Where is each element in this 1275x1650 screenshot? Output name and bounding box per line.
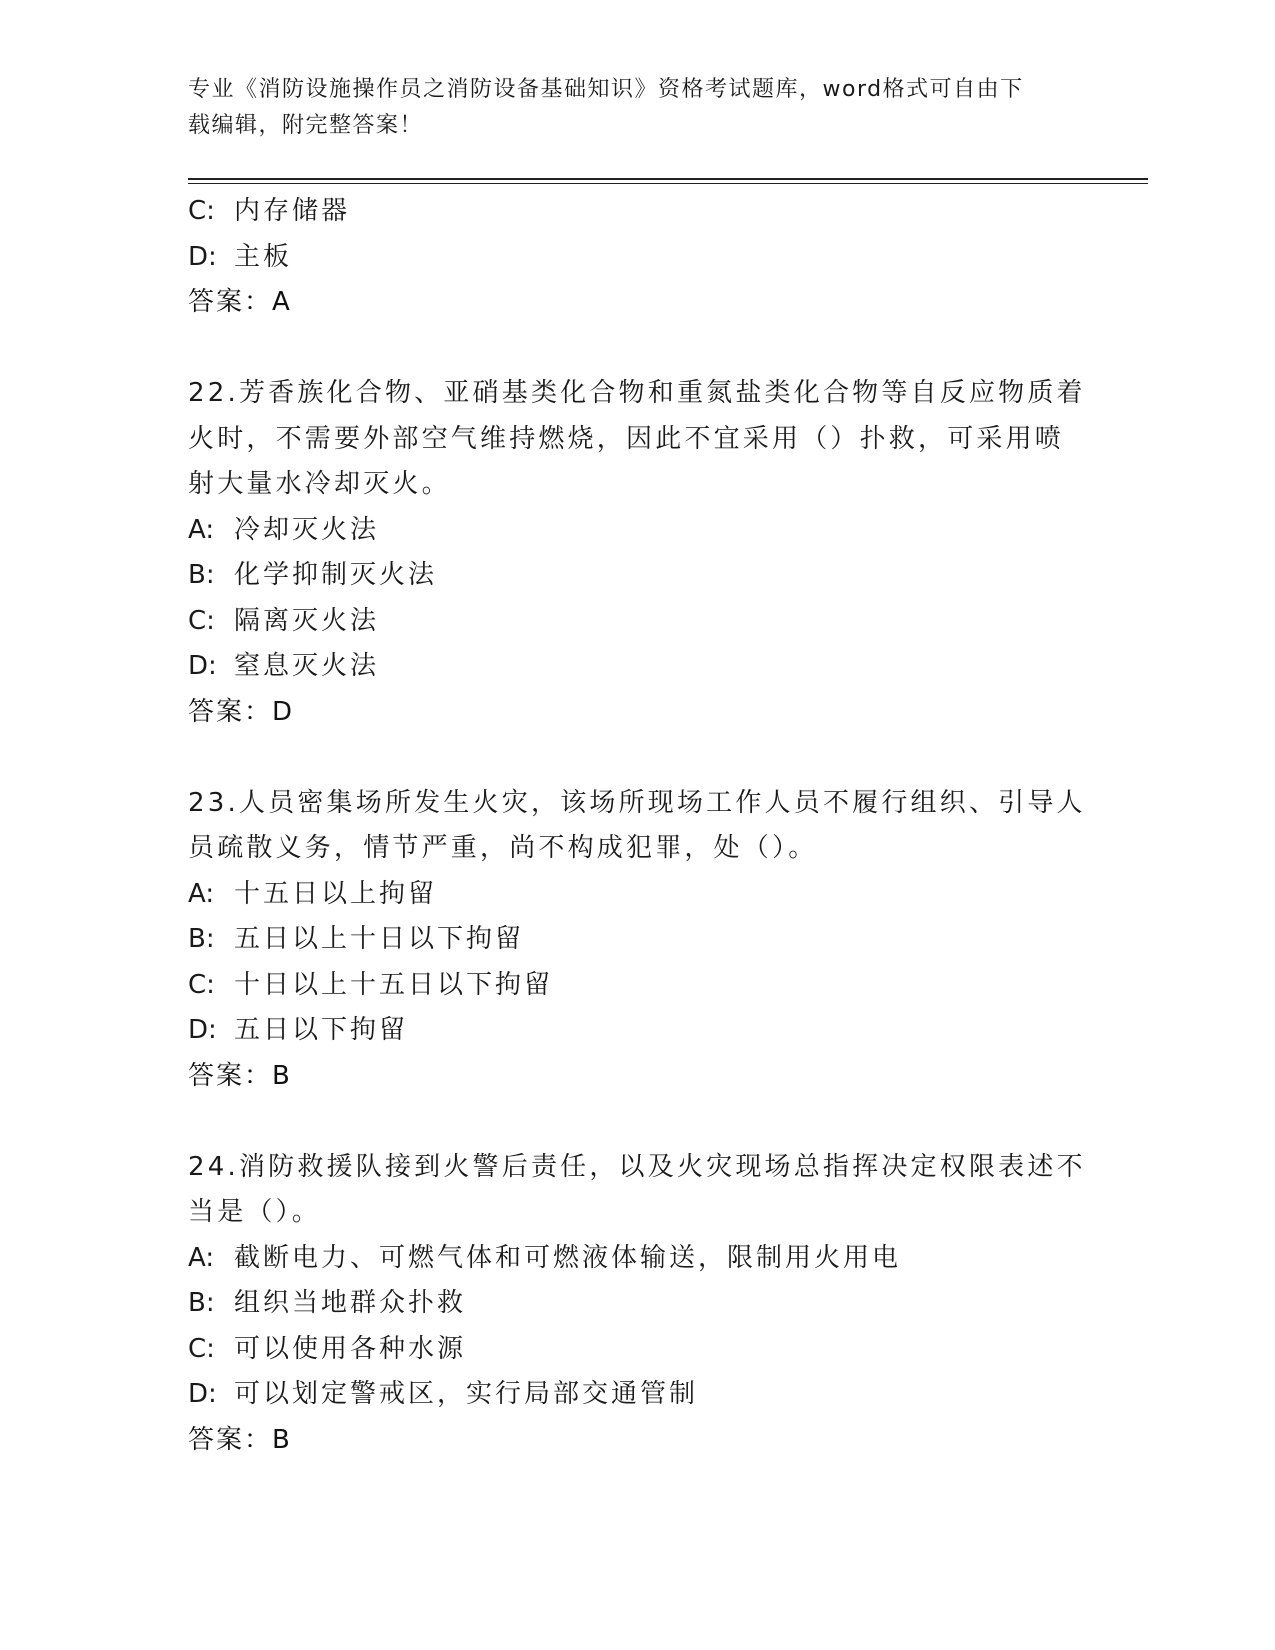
question-text-line: 22.芳香族化合物、亚硝基类化合物和重氮盐类化合物等自反应物质着 [188,378,1086,408]
question-23 [188,781,1088,1100]
option-label: C: [188,1333,215,1364]
question-22 [188,371,1088,735]
option-item [188,235,1088,281]
option-text: 组织当地群众扑救 [234,1288,467,1318]
option-item [188,1372,1088,1418]
option-text: 十五日以上拘留 [234,878,438,909]
option-label: A: [188,878,215,909]
answer-line: 答案：A [188,287,292,317]
spacer [188,1099,1088,1145]
header-line-2: 载编辑，附完整答案！ [188,113,424,138]
option-text: 隔离灭火法 [234,605,380,636]
option-item [188,872,1088,918]
option-text: 十日以上十五日以下拘留 [234,969,554,1000]
question-text-line: 员疏散义务，情节严重，尚不构成犯罪，处（）。 [188,833,818,863]
question-text-line: 射大量水冷却灭火。 [188,469,451,499]
option-label: C: [188,969,215,1000]
option-text: 可以划定警戒区，实行局部交通管制 [234,1379,699,1409]
option-label: A: [188,514,215,545]
header-rule-thick [188,178,1148,180]
option-item [188,1327,1088,1373]
option-text: 五日以上十日以下拘留 [234,924,525,954]
option-label: D: [188,651,217,681]
option-item [188,1008,1088,1054]
question-text [188,1145,1088,1236]
question-text-line: 火时，不需要外部空气维持燃烧，因此不宜采用（）扑救，可采用喷 [188,423,1065,454]
option-label: D: [188,241,217,272]
option-label: D: [188,1015,217,1045]
option-label: D: [188,1379,217,1409]
option-text: 五日以下拘留 [234,1015,409,1045]
spacer [188,735,1088,781]
option-item [188,1281,1088,1327]
document-header [188,72,1068,144]
option-text: 内存储器 [234,196,351,226]
option-item [188,553,1088,599]
question-24 [188,1145,1088,1464]
spacer [188,326,1088,372]
option-item [188,1236,1088,1282]
question-text [188,781,1088,872]
answer-line: 答案：B [188,1060,292,1091]
option-label: A: [188,1242,215,1273]
option-label: B: [188,924,215,954]
option-item [188,508,1088,554]
option-label: C: [188,605,215,636]
option-item [188,963,1088,1009]
option-text: 冷却灭火法 [234,514,380,545]
option-item [188,917,1088,963]
header-rule-thin [188,183,1148,184]
option-text: 可以使用各种水源 [234,1333,467,1364]
previous-question-tail [188,189,1088,326]
option-label: C: [188,196,215,226]
option-item [188,189,1088,235]
option-text: 窒息灭火法 [234,651,380,681]
option-item [188,599,1088,645]
option-label: B: [188,560,215,590]
option-text: 主板 [234,241,293,272]
header-line-1: 专业《消防设施操作员之消防设备基础知识》资格考试题库，word格式可自由下 [188,77,1024,102]
question-text-line: 24.消防救援队接到火警后责任，以及火灾现场总指挥决定权限表述不 [188,1151,1086,1182]
question-text-line: 当是（）。 [188,1197,322,1227]
option-label: B: [188,1288,215,1318]
answer-line: 答案：B [188,1424,292,1455]
question-text-line: 23.人员密集场所发生火灾，该场所现场工作人员不履行组织、引导人 [188,787,1086,818]
option-text: 化学抑制灭火法 [234,560,438,590]
option-text: 截断电力、可燃气体和可燃液体输送，限制用火用电 [234,1242,902,1273]
option-item [188,644,1088,690]
question-content [188,189,1088,1463]
question-text [188,371,1088,508]
answer-line: 答案：D [188,696,295,727]
